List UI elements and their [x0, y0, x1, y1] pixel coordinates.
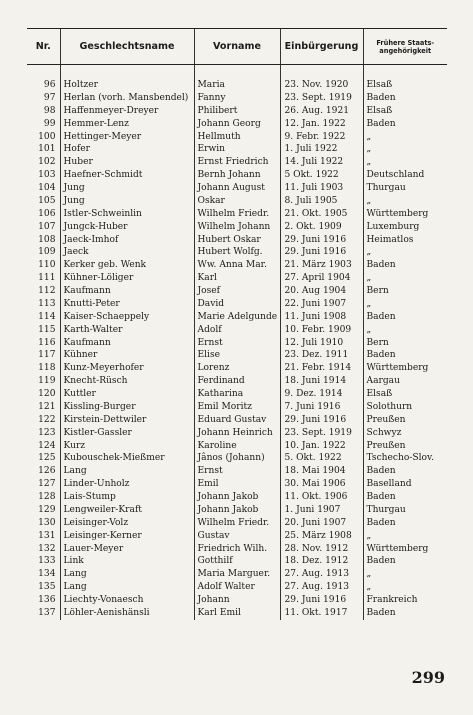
cell-nr: 119 [38, 376, 56, 387]
cell-naturalization-date: 30. Mai 1906 [280, 478, 363, 491]
cell-former-state: Württemberg [363, 362, 447, 375]
cell-nr: 116 [38, 337, 56, 348]
cell-former-state: Baden [363, 491, 447, 504]
table-row [27, 285, 447, 298]
cell-former-state: Preußen [363, 414, 447, 427]
cell-family-name: Knutti-Peter [60, 298, 194, 311]
cell-first-name: Johann Heinrich [194, 427, 280, 440]
cell-family-name: Jung [60, 195, 194, 208]
cell-naturalization-date: 27. Aug. 1913 [280, 568, 363, 581]
table-row [27, 259, 447, 272]
cell-nr: 125 [38, 453, 56, 464]
cell-first-name: Oskar [194, 195, 280, 208]
cell-former-state: Bern [363, 337, 447, 350]
table-row [27, 182, 447, 195]
cell-naturalization-date: 14. Juli 1922 [280, 156, 363, 169]
cell-former-state: Deutschland [363, 169, 447, 182]
cell-naturalization-date: 11. Okt. 1906 [280, 491, 363, 504]
cell-naturalization-date: 11. Juni 1908 [280, 311, 363, 324]
table-row [27, 414, 447, 427]
cell-family-name: Kühner [60, 349, 194, 362]
cell-naturalization-date: 21. Okt. 1905 [280, 208, 363, 221]
cell-naturalization-date: 11. Juli 1903 [280, 182, 363, 195]
table-row [27, 427, 447, 440]
header-former-state [363, 29, 447, 65]
cell-naturalization-date: 1. Juli 1922 [280, 143, 363, 156]
cell-first-name: Fanny [194, 92, 280, 105]
cell-former-state: Thurgau [363, 504, 447, 517]
cell-first-name: Ww. Anna Mar. [194, 259, 280, 272]
table-row [27, 543, 447, 556]
cell-naturalization-date: 9. Dez. 1914 [280, 388, 363, 401]
cell-nr: 102 [38, 157, 56, 168]
cell-first-name: Ferdinand [194, 375, 280, 388]
table-row [27, 478, 447, 491]
cell-first-name: Marie Adelgunde [194, 311, 280, 324]
cell-family-name: Karth-Walter [60, 324, 194, 337]
cell-first-name: Erwin [194, 143, 280, 156]
cell-first-name: Johann Jakob [194, 491, 280, 504]
header-former-state-line2: angehörigkeit [379, 46, 432, 55]
cell-first-name: Johann [194, 594, 280, 607]
cell-naturalization-date: 1. Juni 1907 [280, 504, 363, 517]
table-row [27, 105, 447, 118]
cell-former-state: Luxemburg [363, 221, 447, 234]
cell-first-name: Maria Marguer. [194, 568, 280, 581]
table-spacer [27, 65, 447, 80]
cell-nr: 126 [38, 466, 56, 477]
cell-family-name: Kistler-Gassler [60, 427, 194, 440]
cell-nr: 128 [38, 492, 56, 502]
cell-naturalization-date: 5. Okt. 1922 [280, 452, 363, 465]
cell-naturalization-date: 22. Juni 1907 [280, 298, 363, 311]
cell-family-name: Jaeck-Imhof [60, 234, 194, 247]
cell-former-state: Elsaß [363, 388, 447, 401]
cell-naturalization-date: 23. Sept. 1919 [280, 92, 363, 105]
cell-nr: 136 [38, 595, 56, 605]
cell-nr: 99 [43, 118, 56, 129]
table-row [27, 440, 447, 453]
cell-naturalization-date: 27. Aug. 1913 [280, 581, 363, 594]
table-row [27, 517, 447, 530]
cell-nr: 131 [38, 530, 56, 541]
table-row [27, 530, 447, 543]
cell-family-name: Hemmer-Lenz [60, 118, 194, 131]
table-row [27, 79, 447, 92]
cell-former-state: Baden [363, 517, 447, 530]
cell-nr: 121 [38, 401, 56, 412]
cell-nr: 107 [38, 221, 56, 232]
cell-nr: 113 [38, 298, 56, 309]
cell-first-name: Gustav [194, 530, 280, 543]
cell-naturalization-date: 21. Febr. 1914 [280, 362, 363, 375]
cell-former-state: Preußen [363, 440, 447, 453]
table-row [27, 234, 447, 247]
table-row [27, 169, 447, 182]
cell-first-name: Emil [194, 478, 280, 491]
cell-first-name: Hubert Oskar [194, 234, 280, 247]
cell-first-name: Gotthilf [194, 555, 280, 568]
cell-nr: 106 [38, 208, 56, 219]
cell-naturalization-date: 26. Aug. 1921 [280, 105, 363, 118]
cell-first-name: Ernst [194, 337, 280, 350]
cell-nr: 133 [38, 556, 56, 567]
cell-first-name: Katharina [194, 388, 280, 401]
cell-first-name: Maria [194, 79, 280, 92]
header-naturalization: Einbürgerung [280, 29, 363, 65]
table-row [27, 388, 447, 401]
table-row [27, 195, 447, 208]
cell-family-name: Jaeck [60, 246, 194, 259]
cell-family-name: Hofer [60, 143, 194, 156]
cell-family-name: Kissling-Burger [60, 401, 194, 414]
cell-first-name: Lorenz [194, 362, 280, 375]
cell-naturalization-date: 10. Febr. 1909 [280, 324, 363, 337]
cell-family-name: Lang [60, 568, 194, 581]
cell-family-name: Kirstein-Dettwiler [60, 414, 194, 427]
cell-former-state: „ [363, 246, 447, 259]
cell-family-name: Kubouschek-Mießmer [60, 452, 194, 465]
cell-first-name: Emil Moritz [194, 401, 280, 414]
cell-first-name: Karl Emil [194, 607, 280, 620]
cell-former-state: Baden [363, 465, 447, 478]
cell-former-state: Solothurn [363, 401, 447, 414]
cell-first-name: Karl [194, 272, 280, 285]
cell-former-state: „ [363, 530, 447, 543]
table-row [27, 118, 447, 131]
cell-naturalization-date: 29. Juni 1916 [280, 246, 363, 259]
cell-family-name: Kühner-Löliger [60, 272, 194, 285]
cell-first-name: Johann Jakob [194, 504, 280, 517]
table-row [27, 131, 447, 144]
cell-naturalization-date: 12. Jan. 1922 [280, 118, 363, 131]
table-row [27, 375, 447, 388]
table-row [27, 246, 447, 259]
cell-first-name: Josef [194, 285, 280, 298]
table-row [27, 401, 447, 414]
cell-nr: 103 [38, 170, 56, 181]
table-row [27, 272, 447, 285]
cell-naturalization-date: 25. März 1908 [280, 530, 363, 543]
cell-family-name: Huber [60, 156, 194, 169]
cell-family-name: Leisinger-Kerner [60, 530, 194, 543]
cell-first-name: Karoline [194, 440, 280, 453]
cell-family-name: Lauer-Meyer [60, 543, 194, 556]
header-nr: Nr. [27, 29, 60, 65]
cell-naturalization-date: 18. Mai 1904 [280, 465, 363, 478]
cell-naturalization-date: 23. Dez. 1911 [280, 349, 363, 362]
table-row [27, 221, 447, 234]
cell-naturalization-date: 18. Juni 1914 [280, 375, 363, 388]
cell-former-state: Baden [363, 118, 447, 131]
cell-former-state: „ [363, 298, 447, 311]
cell-former-state: Elsaß [363, 79, 447, 92]
cell-family-name: Kunz-Meyerhofer [60, 362, 194, 375]
cell-former-state: Baden [363, 259, 447, 272]
cell-family-name: Leisinger-Volz [60, 517, 194, 530]
cell-former-state: „ [363, 143, 447, 156]
cell-family-name: Linder-Unholz [60, 478, 194, 491]
table-row [27, 581, 447, 594]
table-header [27, 29, 447, 65]
cell-naturalization-date: 11. Okt. 1917 [280, 607, 363, 620]
cell-naturalization-date: 28. Nov. 1912 [280, 543, 363, 556]
cell-first-name: Eduard Gustav [194, 414, 280, 427]
table-row [27, 349, 447, 362]
cell-nr: 134 [38, 569, 56, 580]
table-row [27, 491, 447, 504]
table-row [27, 337, 447, 350]
header-family-name: Geschlechtsname [60, 29, 194, 65]
cell-nr: 123 [38, 427, 56, 438]
cell-family-name: Haffenmeyer-Dreyer [60, 105, 194, 118]
cell-first-name: Friedrich Wilh. [194, 543, 280, 556]
cell-first-name: Bernh Johann [194, 169, 280, 182]
cell-nr: 122 [38, 414, 56, 425]
cell-former-state: „ [363, 568, 447, 581]
cell-family-name: Jung [60, 182, 194, 195]
cell-family-name: Kaufmann [60, 337, 194, 350]
cell-naturalization-date: 21. März 1903 [280, 259, 363, 272]
page-number: 299 [411, 668, 445, 687]
cell-former-state: Schwyz [363, 427, 447, 440]
cell-nr: 124 [38, 440, 56, 451]
cell-first-name: David [194, 298, 280, 311]
cell-first-name: Wilhelm Friedr. [194, 517, 280, 530]
table-row [27, 143, 447, 156]
table-row [27, 452, 447, 465]
cell-family-name: Knecht-Rüsch [60, 375, 194, 388]
cell-family-name: Liechty-Vonaesch [60, 594, 194, 607]
cell-former-state: Baden [363, 607, 447, 620]
cell-nr: 130 [38, 517, 56, 528]
cell-naturalization-date: 2. Okt. 1909 [280, 221, 363, 234]
cell-first-name: Johann Georg [194, 118, 280, 131]
cell-family-name: Jungck-Huber [60, 221, 194, 234]
cell-nr: 110 [38, 260, 56, 271]
cell-family-name: Kerker geb. Wenk [60, 259, 194, 272]
cell-first-name: Johann August [194, 182, 280, 195]
cell-family-name: Löhler-Aenishänsli [60, 607, 194, 620]
cell-naturalization-date: 23. Sept. 1919 [280, 427, 363, 440]
cell-naturalization-date: 18. Dez. 1912 [280, 555, 363, 568]
cell-former-state: Baden [363, 92, 447, 105]
cell-former-state: „ [363, 195, 447, 208]
cell-family-name: Kurz [60, 440, 194, 453]
table-row [27, 607, 447, 620]
table-row [27, 362, 447, 375]
cell-former-state: Bern [363, 285, 447, 298]
cell-former-state: Baden [363, 555, 447, 568]
cell-naturalization-date: 12. Juli 1910 [280, 337, 363, 350]
table-row [27, 208, 447, 221]
cell-family-name: Lengweiler-Kraft [60, 504, 194, 517]
cell-family-name: Istler-Schweinlin [60, 208, 194, 221]
table-row [27, 555, 447, 568]
cell-family-name: Kuttler [60, 388, 194, 401]
cell-former-state: Württemberg [363, 208, 447, 221]
cell-naturalization-date: 29. Juni 1916 [280, 594, 363, 607]
cell-nr: 115 [38, 324, 56, 335]
cell-former-state: Elsaß [363, 105, 447, 118]
cell-nr: 137 [38, 607, 56, 618]
cell-nr: 132 [38, 543, 56, 554]
cell-nr: 129 [38, 504, 56, 515]
cell-nr: 97 [43, 92, 56, 103]
cell-first-name: Adolf Walter [194, 581, 280, 594]
cell-naturalization-date: 5 Okt. 1922 [280, 169, 363, 182]
table-row [27, 92, 447, 105]
cell-former-state: Thurgau [363, 182, 447, 195]
table-row [27, 298, 447, 311]
cell-naturalization-date: 20. Aug 1904 [280, 285, 363, 298]
cell-nr: 118 [38, 363, 56, 374]
cell-former-state: Heimatlos [363, 234, 447, 247]
cell-nr: 98 [43, 105, 56, 116]
cell-nr: 101 [38, 144, 56, 155]
cell-nr: 135 [38, 582, 56, 593]
table-row [27, 156, 447, 169]
cell-nr: 105 [38, 195, 56, 206]
cell-former-state: „ [363, 272, 447, 285]
table-row [27, 465, 447, 478]
cell-former-state: Württemberg [363, 543, 447, 556]
cell-nr: 108 [38, 234, 56, 245]
cell-naturalization-date: 9. Febr. 1922 [280, 131, 363, 144]
cell-first-name: Hubert Wolfg. [194, 246, 280, 259]
cell-naturalization-date: 20. Juni 1907 [280, 517, 363, 530]
table-row [27, 311, 447, 324]
cell-former-state: „ [363, 131, 447, 144]
cell-nr: 112 [38, 286, 56, 296]
header-first-name: Vorname [194, 29, 280, 65]
cell-nr: 114 [38, 311, 56, 322]
cell-first-name: Elise [194, 349, 280, 362]
table-row [27, 568, 447, 581]
cell-first-name: Hellmuth [194, 131, 280, 144]
cell-former-state: Baselland [363, 478, 447, 491]
cell-former-state: Aargau [363, 375, 447, 388]
cell-first-name: Jânos (Johann) [194, 452, 280, 465]
cell-first-name: Wilhelm Friedr. [194, 208, 280, 221]
cell-first-name: Wilhelm Johann [194, 221, 280, 234]
cell-family-name: Lais-Stump [60, 491, 194, 504]
cell-former-state: Tschecho-Slov. [363, 452, 447, 465]
cell-family-name: Link [60, 555, 194, 568]
cell-nr: 104 [38, 183, 56, 193]
table-row [27, 594, 447, 607]
cell-first-name: Ernst [194, 465, 280, 478]
cell-family-name: Kaiser-Schaeppely [60, 311, 194, 324]
cell-naturalization-date: 23. Nov. 1920 [280, 79, 363, 92]
cell-family-name: Lang [60, 581, 194, 594]
cell-family-name: Kaufmann [60, 285, 194, 298]
cell-naturalization-date: 10. Jan. 1922 [280, 440, 363, 453]
cell-family-name: Lang [60, 465, 194, 478]
table-row [27, 324, 447, 337]
cell-naturalization-date: 7. Juni 1916 [280, 401, 363, 414]
header-former-state-line1: Frühere Staats- [376, 38, 435, 47]
cell-family-name: Holtzer [60, 79, 194, 92]
cell-family-name: Hettinger-Meyer [60, 131, 194, 144]
cell-nr: 120 [38, 389, 56, 399]
cell-first-name: Philibert [194, 105, 280, 118]
cell-former-state: Frankreich [363, 594, 447, 607]
cell-nr: 109 [38, 247, 56, 258]
table-row [27, 504, 447, 517]
cell-naturalization-date: 29. Juni 1916 [280, 234, 363, 247]
cell-naturalization-date: 29. Juni 1916 [280, 414, 363, 427]
cell-nr: 100 [38, 131, 56, 142]
cell-former-state: „ [363, 156, 447, 169]
cell-nr: 127 [38, 479, 56, 490]
cell-first-name: Ernst Friedrich [194, 156, 280, 169]
cell-former-state: Baden [363, 311, 447, 324]
cell-family-name: Haefner-Schmidt [60, 169, 194, 182]
cell-nr: 117 [38, 350, 56, 361]
cell-former-state: Baden [363, 349, 447, 362]
cell-nr: 96 [43, 80, 56, 90]
table-body [27, 65, 447, 620]
cell-first-name: Adolf [194, 324, 280, 337]
cell-naturalization-date: 27. April 1904 [280, 272, 363, 285]
cell-nr: 111 [38, 273, 56, 284]
cell-family-name: Herlan (vorh. Mansbendel) [60, 92, 194, 105]
cell-naturalization-date: 8. Juli 1905 [280, 195, 363, 208]
cell-former-state: „ [363, 324, 447, 337]
cell-former-state: „ [363, 581, 447, 594]
naturalization-register-table [27, 28, 447, 620]
